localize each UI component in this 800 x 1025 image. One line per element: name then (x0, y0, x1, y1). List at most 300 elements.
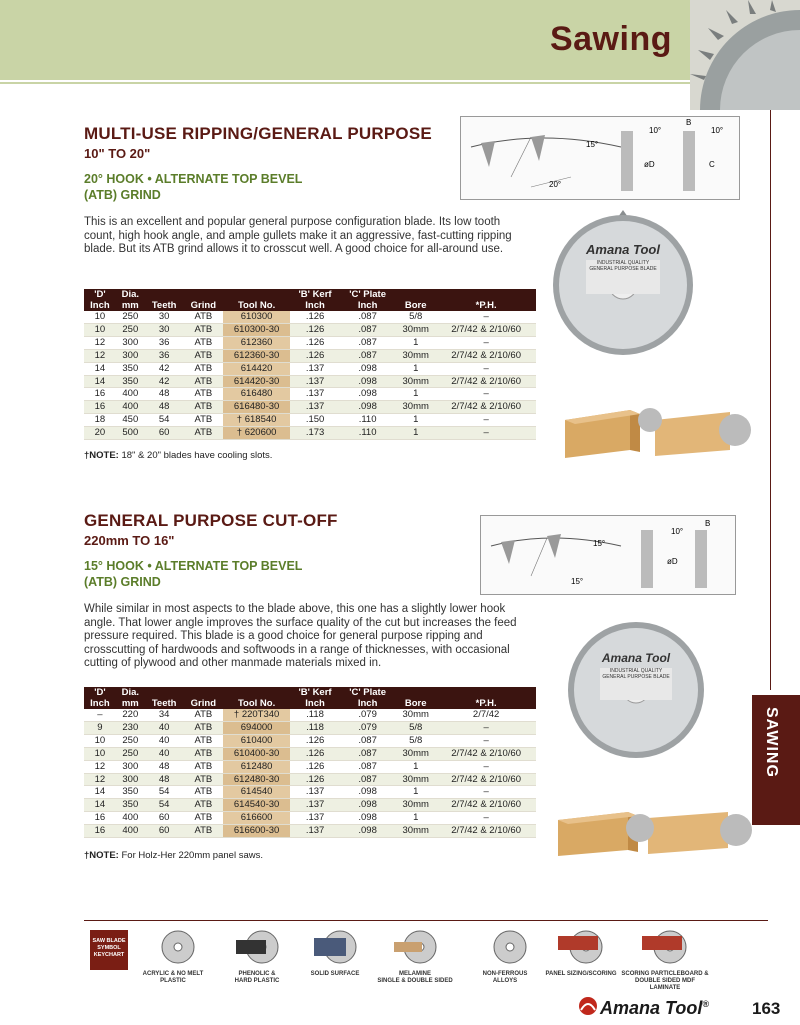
tool-number-cell: 610400-30 (223, 747, 290, 760)
svg-text:GENERAL PURPOSE BLADE: GENERAL PURPOSE BLADE (602, 674, 670, 680)
table-cell: ATB (184, 414, 224, 427)
table-cell: .098 (340, 812, 395, 825)
table-cell: 30mm (395, 401, 436, 414)
svg-text:INDUSTRIAL QUALITY: INDUSTRIAL QUALITY (609, 668, 663, 674)
wood-cut-image (560, 400, 760, 460)
table-row (84, 812, 536, 825)
svg-text:Amana Tool: Amana Tool (586, 242, 660, 257)
tool-number-cell: 610400 (223, 734, 290, 747)
note-label: †NOTE: (84, 450, 119, 461)
col-header: Dia. (116, 289, 145, 300)
table-cell: 48 (145, 760, 184, 773)
table-cell: 10 (84, 323, 116, 336)
page-number: 163 (752, 999, 781, 1018)
table-cell: 1 (395, 812, 436, 825)
table-cell: ATB (184, 799, 224, 812)
side-tab (752, 695, 800, 825)
registered-mark: ® (702, 999, 709, 1009)
table-cell: 2/7/42 & 2/10/60 (436, 825, 536, 838)
table-cell: – (436, 427, 536, 440)
col-header: Inch (340, 698, 395, 709)
table-row (84, 323, 536, 336)
tool-number-cell: 612360 (223, 336, 290, 349)
melamine-icon (377, 928, 453, 985)
table-cell: 20 (84, 427, 116, 440)
svg-text:15°: 15° (593, 539, 606, 548)
col-header: Inch (340, 300, 395, 311)
col-header (184, 289, 224, 300)
table-cell: ATB (184, 349, 224, 362)
table-cell: .126 (290, 760, 340, 773)
table-cell: 5/8 (395, 734, 436, 747)
col-header: mm (116, 300, 145, 311)
col-header (184, 687, 224, 698)
table-cell: 250 (116, 323, 145, 336)
table-cell: – (436, 362, 536, 375)
keychart-badge (90, 930, 128, 970)
header-row-1 (84, 687, 536, 698)
table-cell: 54 (145, 786, 184, 799)
svg-text:øD: øD (667, 557, 678, 566)
header-rule (0, 82, 690, 84)
table-cell: 2/7/42 & 2/10/60 (436, 773, 536, 786)
table-cell: – (436, 786, 536, 799)
table-cell: 350 (116, 362, 145, 375)
col-header: 'B' Kerf (290, 687, 340, 698)
table-cell: 12 (84, 773, 116, 786)
spec-table-cutoff (84, 687, 536, 838)
table-row (84, 709, 536, 721)
grind-line-2: (ATB) GRIND (84, 575, 161, 589)
table-cell: .118 (290, 709, 340, 721)
table-cell: 36 (145, 336, 184, 349)
col-header: Grind (184, 300, 224, 311)
size-range: 220mm TO 16" (84, 533, 175, 548)
col-header: *P.H. (436, 698, 536, 709)
table-cell: ATB (184, 323, 224, 336)
tool-number-cell: 616600-30 (223, 825, 290, 838)
table-cell: .126 (290, 734, 340, 747)
svg-text:GENERAL PURPOSE BLADE: GENERAL PURPOSE BLADE (589, 266, 657, 272)
section-ripping (84, 124, 524, 257)
right-rule (770, 110, 771, 690)
table-row (84, 362, 536, 375)
table-row (84, 349, 536, 362)
table-cell: .087 (340, 734, 395, 747)
table-cell: 12 (84, 760, 116, 773)
tool-number-cell: † 618540 (223, 414, 290, 427)
table-cell: 30mm (395, 709, 436, 721)
tool-number-cell: 694000 (223, 721, 290, 734)
icon-label: SOLID SURFACE (310, 971, 360, 977)
table-row (84, 786, 536, 799)
table-cell: ATB (184, 401, 224, 414)
svg-text:C: C (709, 160, 715, 169)
table-cell: – (436, 388, 536, 401)
table-cell: 2/7/42 & 2/10/60 (436, 799, 536, 812)
table-cell: 60 (145, 427, 184, 440)
col-header: Dia. (116, 687, 145, 698)
table-row (84, 721, 536, 734)
table-cell: 42 (145, 375, 184, 388)
table-cell: 40 (145, 734, 184, 747)
table-cell: 350 (116, 799, 145, 812)
table-row (84, 414, 536, 427)
col-header (145, 289, 184, 300)
svg-text:10°: 10° (649, 126, 662, 135)
table-row (84, 375, 536, 388)
table-cell: 48 (145, 401, 184, 414)
svg-text:15°: 15° (586, 140, 599, 149)
table-row (84, 747, 536, 760)
icon-label: NON-FERROUS ALLOYS (482, 971, 528, 984)
table-cell: 400 (116, 812, 145, 825)
table-cell: ATB (184, 760, 224, 773)
table-cell: 40 (145, 747, 184, 760)
col-header: Teeth (145, 300, 184, 311)
table-cell: ATB (184, 747, 224, 760)
col-header: Grind (184, 698, 224, 709)
table-cell: 250 (116, 747, 145, 760)
table-cell: ATB (184, 375, 224, 388)
table-cell: .126 (290, 336, 340, 349)
table-row (84, 336, 536, 349)
table-cell: .098 (340, 362, 395, 375)
tool-number-cell: 614540-30 (223, 799, 290, 812)
table-cell: 1 (395, 336, 436, 349)
table-cell: 48 (145, 773, 184, 786)
spec-table-ripping (84, 289, 536, 440)
tool-number-cell: 616480-30 (223, 401, 290, 414)
table-cell: .098 (340, 401, 395, 414)
table-row (84, 734, 536, 747)
icon-label: SCORING PARTICLEBOARD & DOUBLE SIDED MDF LAMINATE (621, 971, 709, 991)
col-header: Inch (84, 300, 116, 311)
col-header: Inch (84, 698, 116, 709)
table-cell: 54 (145, 414, 184, 427)
table-cell: 1 (395, 362, 436, 375)
table-cell: 10 (84, 311, 116, 323)
col-header (223, 289, 290, 300)
side-tab-label: SAWING (763, 707, 780, 778)
table-cell: 5/8 (395, 721, 436, 734)
svg-text:B: B (686, 118, 692, 127)
table-cell: .118 (290, 721, 340, 734)
table-cell: 30 (145, 311, 184, 323)
col-header: *P.H. (436, 300, 536, 311)
col-header: Bore (395, 300, 436, 311)
svg-text:10°: 10° (711, 126, 724, 135)
note-text: 18" & 20" blades have cooling slots. (118, 450, 273, 461)
table-cell: .087 (340, 349, 395, 362)
keychart-line: SAW BLADE (92, 938, 126, 944)
table-cell: .137 (290, 812, 340, 825)
table-cell: 1 (395, 786, 436, 799)
col-header (145, 687, 184, 698)
table-cell: .098 (340, 375, 395, 388)
table-cell: .087 (340, 773, 395, 786)
table-cell: 30mm (395, 799, 436, 812)
table-cell: 36 (145, 349, 184, 362)
table-cell: 30mm (395, 375, 436, 388)
tool-number-cell: 614540 (223, 786, 290, 799)
table-cell: 2/7/42 (436, 709, 536, 721)
table-cell: 400 (116, 825, 145, 838)
note-text: For Holz-Her 220mm panel saws. (118, 850, 263, 861)
tool-number-cell: 610300-30 (223, 323, 290, 336)
brand-name (600, 998, 709, 1019)
note-label: †NOTE: (84, 850, 119, 861)
table-cell: – (436, 812, 536, 825)
table-cell: ATB (184, 786, 224, 799)
table-cell: .150 (290, 414, 340, 427)
description: While similar in most aspects to the blade above, this one has a slightly lower hook angle. That lower angle improves the surface quality of the cut but increases the feed pressure required. This blade is a good choice for general purpose ripping and crosscutting of hardwoods and softwoods in a range of thicknesses, with occasional cutting of plywood and other manmade materials mixed in. (84, 603, 517, 669)
table-cell: 30mm (395, 825, 436, 838)
header-row-1 (84, 289, 536, 300)
table-cell: 350 (116, 786, 145, 799)
col-header (436, 289, 536, 300)
section-title: MULTI-USE RIPPING/GENERAL PURPOSE (84, 124, 432, 143)
table-cell: 60 (145, 825, 184, 838)
table-cell: 34 (145, 709, 184, 721)
table-cell: 48 (145, 388, 184, 401)
table-cell: 300 (116, 336, 145, 349)
table-cell: 300 (116, 760, 145, 773)
section-title: GENERAL PURPOSE CUT-OFF (84, 511, 338, 530)
tool-number-cell: 614420-30 (223, 375, 290, 388)
table-cell: 42 (145, 362, 184, 375)
table-row (84, 388, 536, 401)
svg-text:Amana Tool: Amana Tool (601, 651, 671, 665)
table-cell: 30mm (395, 349, 436, 362)
table-cell: .137 (290, 401, 340, 414)
col-header: Teeth (145, 698, 184, 709)
table-cell: 40 (145, 721, 184, 734)
keychart-line: KEYCHART (93, 952, 125, 958)
icon-label: PANEL SIZING/SCORING (545, 971, 617, 977)
table-cell: – (436, 734, 536, 747)
svg-text:B: B (705, 519, 711, 528)
table-cell: 16 (84, 825, 116, 838)
col-header: 'D' (84, 687, 116, 698)
table-cell: .137 (290, 375, 340, 388)
table-cell: 2/7/42 & 2/10/60 (436, 323, 536, 336)
table-cell: .079 (340, 721, 395, 734)
table-cell: ATB (184, 825, 224, 838)
icon-label: PHENOLIC & HARD PLASTIC (234, 971, 280, 984)
corner-blade-photo (690, 0, 800, 110)
table-row (84, 799, 536, 812)
solid-surface-icon (310, 928, 370, 978)
table-cell: .137 (290, 786, 340, 799)
icon-label: ACRYLIC & NO MELT PLASTIC (142, 971, 204, 984)
table-cell: 250 (116, 311, 145, 323)
tool-number-cell: 612480-30 (223, 773, 290, 786)
table-cell: 14 (84, 375, 116, 388)
brand-logo-icon (578, 996, 598, 1021)
table-cell: .126 (290, 773, 340, 786)
col-header: Tool No. (223, 300, 290, 311)
tool-number-cell: † 620600 (223, 427, 290, 440)
grind-line-1: 15° HOOK • ALTERNATE TOP BEVEL (84, 559, 303, 573)
table-cell: 30 (145, 323, 184, 336)
table-cell: ATB (184, 709, 224, 721)
table-cell: – (436, 311, 536, 323)
col-header: Tool No. (223, 698, 290, 709)
table-cell: 14 (84, 799, 116, 812)
table-cell: 12 (84, 349, 116, 362)
phenolic-icon (232, 928, 292, 985)
table-note (84, 850, 263, 861)
table-cell: .173 (290, 427, 340, 440)
panel-sizing-icon (545, 928, 617, 978)
col-header (395, 289, 436, 300)
table-cell: 230 (116, 721, 145, 734)
tool-number-cell: 614420 (223, 362, 290, 375)
acrylic-icon (142, 928, 208, 985)
table-cell: – (436, 721, 536, 734)
table-cell: .126 (290, 311, 340, 323)
tool-number-cell: 612480 (223, 760, 290, 773)
table-cell: 220 (116, 709, 145, 721)
table-cell: 54 (145, 799, 184, 812)
table-cell: 300 (116, 349, 145, 362)
col-header: Inch (290, 698, 340, 709)
col-header: Bore (395, 698, 436, 709)
saw-blade-image (566, 620, 706, 760)
table-cell: .087 (340, 760, 395, 773)
tool-number-cell: 616480 (223, 388, 290, 401)
grind-spec (84, 558, 524, 590)
table-cell: .079 (340, 709, 395, 721)
header-row-2 (84, 698, 536, 709)
header-row-2 (84, 300, 536, 311)
table-row (84, 427, 536, 440)
col-header: mm (116, 698, 145, 709)
tool-number-cell: 610300 (223, 311, 290, 323)
table-cell: ATB (184, 311, 224, 323)
col-header: 'B' Kerf (290, 289, 340, 300)
table-cell: .137 (290, 799, 340, 812)
table-row (84, 760, 536, 773)
col-header (395, 687, 436, 698)
table-cell: ATB (184, 388, 224, 401)
table-cell: 16 (84, 388, 116, 401)
table-cell: .087 (340, 747, 395, 760)
table-cell: ATB (184, 362, 224, 375)
scoring-icon (621, 928, 709, 992)
page-title: Sawing (549, 20, 672, 58)
table-row (84, 311, 536, 323)
table-cell: 1 (395, 427, 436, 440)
table-cell: 18 (84, 414, 116, 427)
grind-line-2: (ATB) GRIND (84, 188, 161, 202)
svg-text:10°: 10° (671, 527, 684, 536)
table-cell: 250 (116, 734, 145, 747)
table-cell: 10 (84, 747, 116, 760)
table-cell: 2/7/42 & 2/10/60 (436, 349, 536, 362)
table-cell: 60 (145, 812, 184, 825)
col-header (223, 687, 290, 698)
table-cell: 2/7/42 & 2/10/60 (436, 375, 536, 388)
svg-text:øD: øD (644, 160, 655, 169)
table-cell: 1 (395, 388, 436, 401)
table-row (84, 401, 536, 414)
table-cell: – (84, 709, 116, 721)
grind-line-1: 20° HOOK • ALTERNATE TOP BEVEL (84, 172, 303, 186)
table-cell: .098 (340, 786, 395, 799)
table-cell: .126 (290, 323, 340, 336)
size-range: 10" TO 20" (84, 146, 151, 161)
brand-text: Amana Tool (600, 998, 703, 1018)
table-cell: ATB (184, 721, 224, 734)
table-cell: .098 (340, 388, 395, 401)
non-ferrous-icon (480, 928, 540, 985)
table-cell: – (436, 414, 536, 427)
table-cell: 30mm (395, 747, 436, 760)
icon-label: MELAMINE SINGLE & DOUBLE SIDED (377, 971, 453, 984)
table-cell: .110 (340, 414, 395, 427)
table-cell: .087 (340, 311, 395, 323)
keychart-line: SYMBOL (97, 945, 121, 951)
grind-spec (84, 171, 524, 203)
table-cell: 500 (116, 427, 145, 440)
table-row (84, 773, 536, 786)
table-cell: .087 (340, 336, 395, 349)
section-cutoff (84, 511, 524, 671)
table-cell: .137 (290, 362, 340, 375)
table-cell: .137 (290, 388, 340, 401)
table-cell: .098 (340, 799, 395, 812)
table-cell: ATB (184, 812, 224, 825)
col-header: 'C' Plate (340, 687, 395, 698)
footer-rule (84, 920, 768, 921)
table-cell: 30mm (395, 773, 436, 786)
table-cell: 1 (395, 760, 436, 773)
table-cell: 10 (84, 734, 116, 747)
svg-text:INDUSTRIAL QUALITY: INDUSTRIAL QUALITY (596, 260, 650, 266)
table-cell: 14 (84, 362, 116, 375)
col-header: 'D' (84, 289, 116, 300)
table-cell: 9 (84, 721, 116, 734)
table-cell: 14 (84, 786, 116, 799)
table-cell: .126 (290, 747, 340, 760)
table-cell: .087 (340, 323, 395, 336)
col-header (436, 687, 536, 698)
tooth-geometry-diagram (460, 116, 740, 200)
tooth-geometry-diagram (480, 515, 736, 595)
description: This is an excellent and popular general purpose configuration blade. Its low tooth count, high hook angle, and ample gullets make it an aggressive, fast-cutting ripping blade. But its ATB grind allows it to crosscut well. A good choice for all-around use. (84, 216, 512, 255)
table-cell: .137 (290, 825, 340, 838)
table-cell: – (436, 336, 536, 349)
tool-number-cell: 616600 (223, 812, 290, 825)
table-cell: ATB (184, 336, 224, 349)
table-cell: 2/7/42 & 2/10/60 (436, 747, 536, 760)
tool-number-cell: 612360-30 (223, 349, 290, 362)
table-row (84, 825, 536, 838)
table-cell: 400 (116, 388, 145, 401)
table-cell: 2/7/42 & 2/10/60 (436, 401, 536, 414)
saw-blade-image (548, 210, 698, 360)
table-cell: 30mm (395, 323, 436, 336)
svg-text:20°: 20° (549, 180, 562, 189)
table-cell: 16 (84, 401, 116, 414)
table-cell: 16 (84, 812, 116, 825)
table-cell: 12 (84, 336, 116, 349)
svg-text:15°: 15° (571, 577, 584, 586)
col-header: 'C' Plate (340, 289, 395, 300)
col-header: Inch (290, 300, 340, 311)
